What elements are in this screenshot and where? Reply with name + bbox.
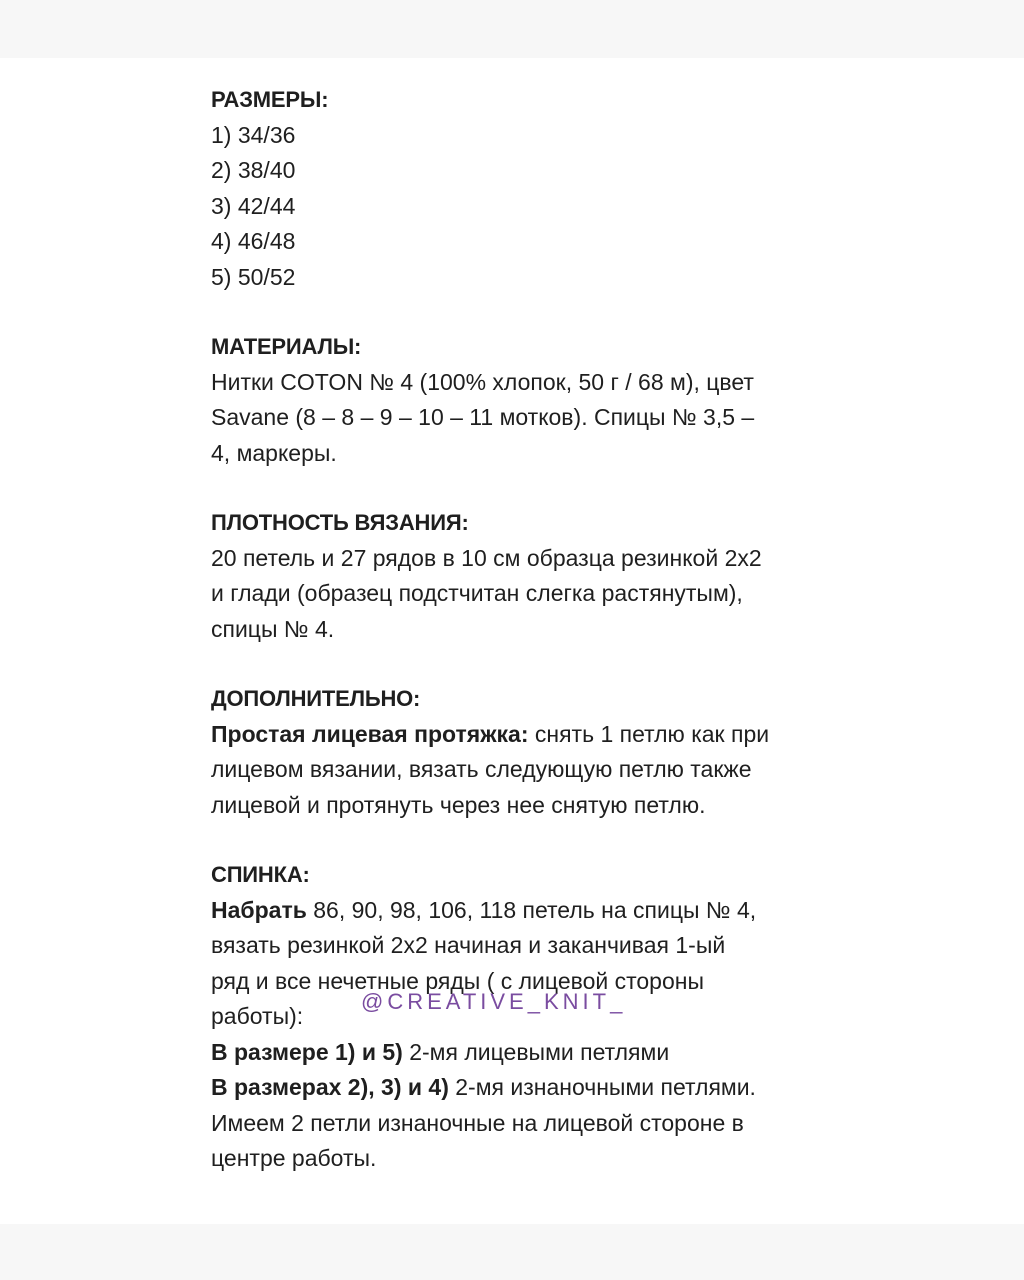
back-section: [211, 857, 821, 1177]
size-item: 1) 34/36: [211, 121, 296, 148]
gauge-line: и глади (образец подстчитан слегка растянутым),: [211, 580, 743, 606]
back-heading: СПИНКА:: [211, 862, 310, 887]
size-item: 3) 42/44: [211, 192, 296, 219]
cast-on-label: Набрать: [211, 896, 307, 923]
size-condition-text: 2-мя изнаночными петлями.: [448, 1074, 756, 1100]
gauge-line: 20 петель и 27 рядов в 10 см образца резинкой 2х2: [211, 544, 762, 571]
gauge-section: [211, 505, 821, 647]
sizes-section: [211, 82, 821, 295]
back-line: [211, 893, 821, 929]
materials-line: 4, маркеры.: [211, 439, 337, 466]
size-condition-text: 2-мя лицевыми петлями: [402, 1038, 670, 1065]
back-line: ряд и все нечетные ряды ( с лицевой стороны: [211, 967, 704, 994]
additional-line: лицевой и протянуть через нее снятую петлю.: [211, 791, 706, 818]
technique-name: Простая лицевая протяжка:: [211, 720, 529, 747]
back-line: работы):: [211, 1003, 304, 1029]
materials-line: Нитки COTON № 4 (100% хлопок, 50 г / 68 м), цвет: [211, 368, 754, 395]
back-line: [211, 1070, 821, 1106]
materials-section: [211, 329, 821, 471]
size-condition-label: В размере 1) и 5): [211, 1038, 403, 1065]
document-page: [0, 58, 1024, 1224]
back-line: вязать резинкой 2х2 начиная и заканчивая 1-ый: [211, 932, 726, 958]
additional-heading: ДОПОЛНИТЕЛЬНО:: [211, 686, 421, 711]
size-item: 5) 50/52: [211, 263, 296, 290]
gauge-heading: ПЛОТНОСТЬ ВЯЗАНИЯ:: [211, 510, 469, 535]
materials-line: Savane (8 – 8 – 9 – 10 – 11 мотков). Спицы № 3,5 –: [211, 404, 755, 430]
cast-on-text: 86, 90, 98, 106, 118 петель на спицы № 4,: [306, 896, 757, 923]
pattern-text: [211, 82, 821, 1211]
size-condition-label: В размерах 2), 3) и 4): [211, 1074, 449, 1100]
materials-heading: МАТЕРИАЛЫ:: [211, 334, 362, 359]
watermark: @CREATIVE_KNIT_: [361, 989, 627, 1014]
technique-text: снять 1 петлю как при: [528, 720, 770, 747]
back-line: центре работы.: [211, 1145, 377, 1171]
size-item: 2) 38/40: [211, 157, 296, 183]
size-item: 4) 46/48: [211, 228, 296, 254]
gauge-line: спицы № 4.: [211, 615, 335, 642]
additional-line: [211, 717, 821, 753]
back-line: [211, 1035, 821, 1071]
additional-section: [211, 681, 821, 823]
sizes-heading: РАЗМЕРЫ:: [211, 87, 329, 112]
additional-line: лицевом вязании, вязать следующую петлю также: [211, 756, 752, 782]
back-line: Имеем 2 петли изнаночные на лицевой стороне в: [211, 1109, 744, 1136]
